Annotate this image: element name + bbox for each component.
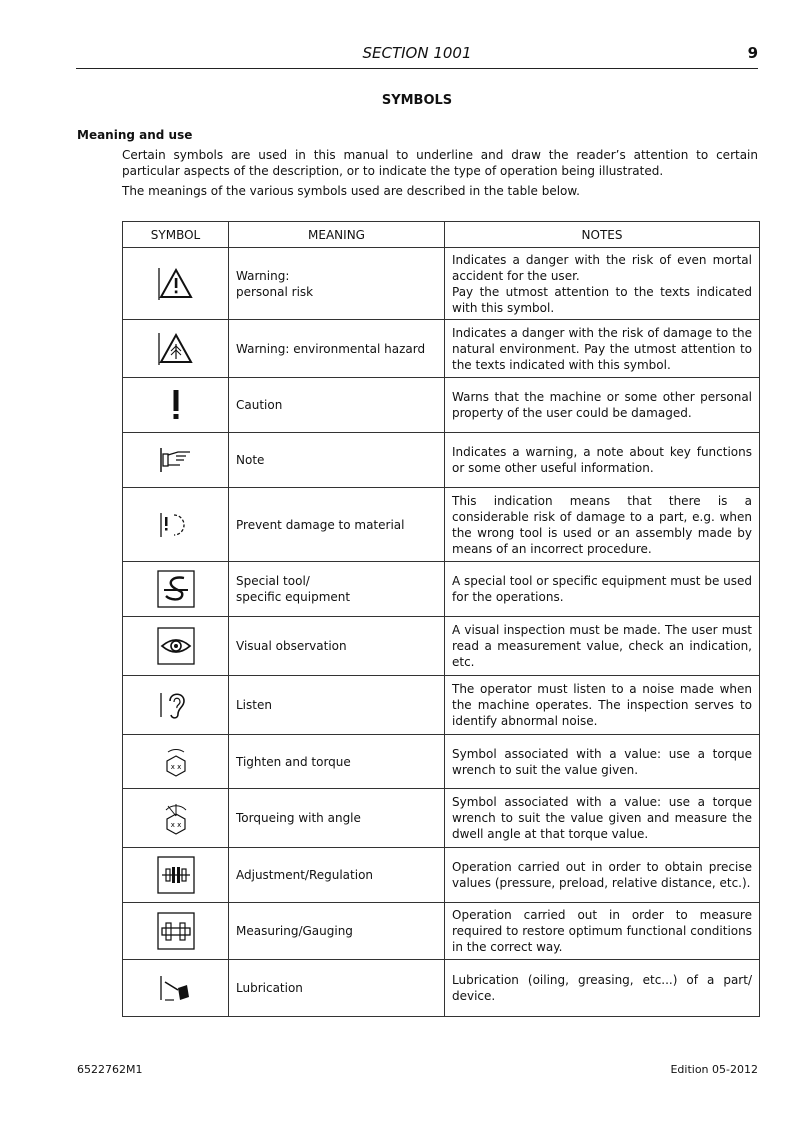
subheading: Meaning and use	[77, 128, 193, 142]
meaning-cell	[229, 903, 445, 960]
intro-paragraph: The meanings of the various symbols used are described in the table below.	[122, 184, 580, 198]
symbol-cell	[123, 433, 229, 488]
table-row	[123, 735, 760, 789]
table-row	[123, 378, 760, 433]
intro-text	[122, 147, 758, 203]
notes-text: Operation carried out in order to obtain precise values (pressure, preload, relative distance, etc.).	[452, 860, 752, 890]
table-row	[123, 960, 760, 1017]
meaning-text: Special tool/	[236, 574, 310, 588]
table-row	[123, 320, 760, 378]
svg-text:x x: x x	[170, 821, 181, 829]
table-row	[123, 617, 760, 676]
notes-text: Indicates a danger with the risk of damage to the natural environment. Pay the utmost attention to the texts indicated with this symbol.	[452, 325, 752, 372]
notes-cell	[445, 735, 760, 789]
symbol-cell	[123, 617, 229, 676]
meaning-text: Lubrication	[236, 981, 303, 995]
column-header-notes: NOTES	[445, 222, 760, 248]
symbol-cell	[123, 789, 229, 848]
ear-icon	[156, 685, 196, 725]
page-number: 9	[747, 44, 758, 62]
table-header-row	[123, 222, 760, 248]
notes-text: Symbol associated with a value: use a torque wrench to suit the value given.	[452, 746, 752, 777]
symbol-cell	[123, 735, 229, 789]
meaning-cell	[229, 488, 445, 562]
notes-text: Lubrication (oiling, greasing, etc...) of a part/ device.	[452, 973, 752, 1003]
intro-paragraph: Certain symbols are used in this manual to underline and draw the reader’s attention to certain particular aspects of the description, or to indicate the type of operation being illustrated.	[122, 148, 758, 178]
table-row	[123, 562, 760, 617]
caution-icon	[156, 385, 196, 425]
notes-text: Warns that the machine or some other personal property of the user could be damaged.	[452, 390, 752, 420]
notes-cell	[445, 433, 760, 488]
notes-text: A special tool or specific equipment must be used for the operations.	[452, 574, 752, 604]
notes-text: This indication means that there is a considerable risk of damage to a part, e.g. when the wrong tool is used or an assembly made by means of an incorrect procedure.	[452, 493, 752, 556]
meaning-cell	[229, 617, 445, 676]
table-row	[123, 789, 760, 848]
notes-text: Indicates a danger with the risk of even mortal accident for the user.	[452, 252, 752, 283]
meaning-cell	[229, 378, 445, 433]
notes-cell	[445, 562, 760, 617]
symbol-cell	[123, 248, 229, 320]
notes-cell	[445, 789, 760, 848]
notes-cell	[445, 320, 760, 378]
notes-text: Operation carried out in order to measure required to restore optimum functional conditions in the correct way.	[452, 908, 752, 954]
notes-cell	[445, 617, 760, 676]
symbol-cell	[123, 378, 229, 433]
oil-can-icon	[156, 968, 196, 1008]
eye-icon	[156, 626, 196, 666]
meaning-text: Caution	[236, 398, 283, 412]
warning-personal-icon	[156, 264, 196, 304]
meaning-cell	[229, 562, 445, 617]
meaning-cell	[229, 676, 445, 735]
meaning-text: Torqueing with angle	[236, 811, 361, 825]
torque-angle-icon	[156, 798, 196, 838]
table-row	[123, 903, 760, 960]
notes-text: The operator must listen to a noise made when the machine operates. The inspection serves to identify abnormal noise.	[452, 682, 752, 728]
meaning-text: Measuring/Gauging	[236, 924, 353, 938]
meaning-text: Adjustment/Regulation	[236, 868, 374, 882]
notes-cell	[445, 488, 760, 562]
symbol-cell	[123, 960, 229, 1017]
notes-text: Pay the utmost attention to the texts indicated with this symbol.	[452, 284, 752, 315]
symbol-cell	[123, 320, 229, 378]
symbol-cell	[123, 848, 229, 903]
notes-cell	[445, 676, 760, 735]
meaning-cell	[229, 735, 445, 789]
notes-cell	[445, 848, 760, 903]
meaning-text: personal risk	[236, 284, 314, 299]
table-row	[123, 488, 760, 562]
meaning-cell	[229, 248, 445, 320]
meaning-text: Visual observation	[236, 639, 347, 653]
meaning-cell	[229, 789, 445, 848]
meaning-text: Warning:	[236, 268, 290, 283]
edition: Edition 05-2012	[670, 1063, 758, 1076]
symbol-cell	[123, 562, 229, 617]
notes-cell	[445, 903, 760, 960]
symbol-cell	[123, 903, 229, 960]
meaning-text: specific equipment	[236, 590, 351, 604]
notes-text: A visual inspection must be made. The user must read a measurement value, check an indication, etc.	[452, 623, 752, 669]
table-row	[123, 848, 760, 903]
gauge-icon	[156, 911, 196, 951]
page-header	[76, 40, 758, 69]
symbols-table	[122, 221, 760, 1017]
table-row	[123, 676, 760, 735]
note-hand-icon	[156, 440, 196, 480]
notes-cell	[445, 378, 760, 433]
meaning-cell	[229, 960, 445, 1017]
column-header-symbol: SYMBOL	[123, 222, 229, 248]
section-title: SECTION 1001	[362, 44, 472, 62]
symbol-cell	[123, 488, 229, 562]
damage-material-icon	[156, 505, 196, 545]
meaning-text: Warning: environmental hazard	[236, 341, 426, 356]
special-tool-icon	[156, 569, 196, 609]
meaning-cell	[229, 320, 445, 378]
table-row	[123, 433, 760, 488]
column-header-meaning: MEANING	[229, 222, 445, 248]
table-row	[123, 248, 760, 320]
page-title: SYMBOLS	[381, 93, 453, 108]
meaning-cell	[229, 848, 445, 903]
notes-text: Symbol associated with a value: use a torque wrench to suit the value given and measure the dwell angle at that torque value.	[452, 795, 752, 841]
symbol-cell	[123, 676, 229, 735]
torque-icon	[156, 742, 196, 782]
meaning-cell	[229, 433, 445, 488]
meaning-text: Prevent damage to material	[236, 517, 405, 532]
warning-environment-icon	[156, 329, 196, 369]
notes-text: Indicates a warning, a note about key functions or some other useful information.	[452, 445, 752, 475]
meaning-text: Tighten and torque	[236, 754, 351, 769]
adjustment-icon	[156, 855, 196, 895]
notes-cell	[445, 248, 760, 320]
meaning-text: Note	[236, 453, 265, 467]
notes-cell	[445, 960, 760, 1017]
meaning-text: Listen	[236, 698, 272, 712]
doc-number: 6522762M1	[77, 1063, 143, 1076]
svg-text:x x: x x	[170, 762, 181, 771]
